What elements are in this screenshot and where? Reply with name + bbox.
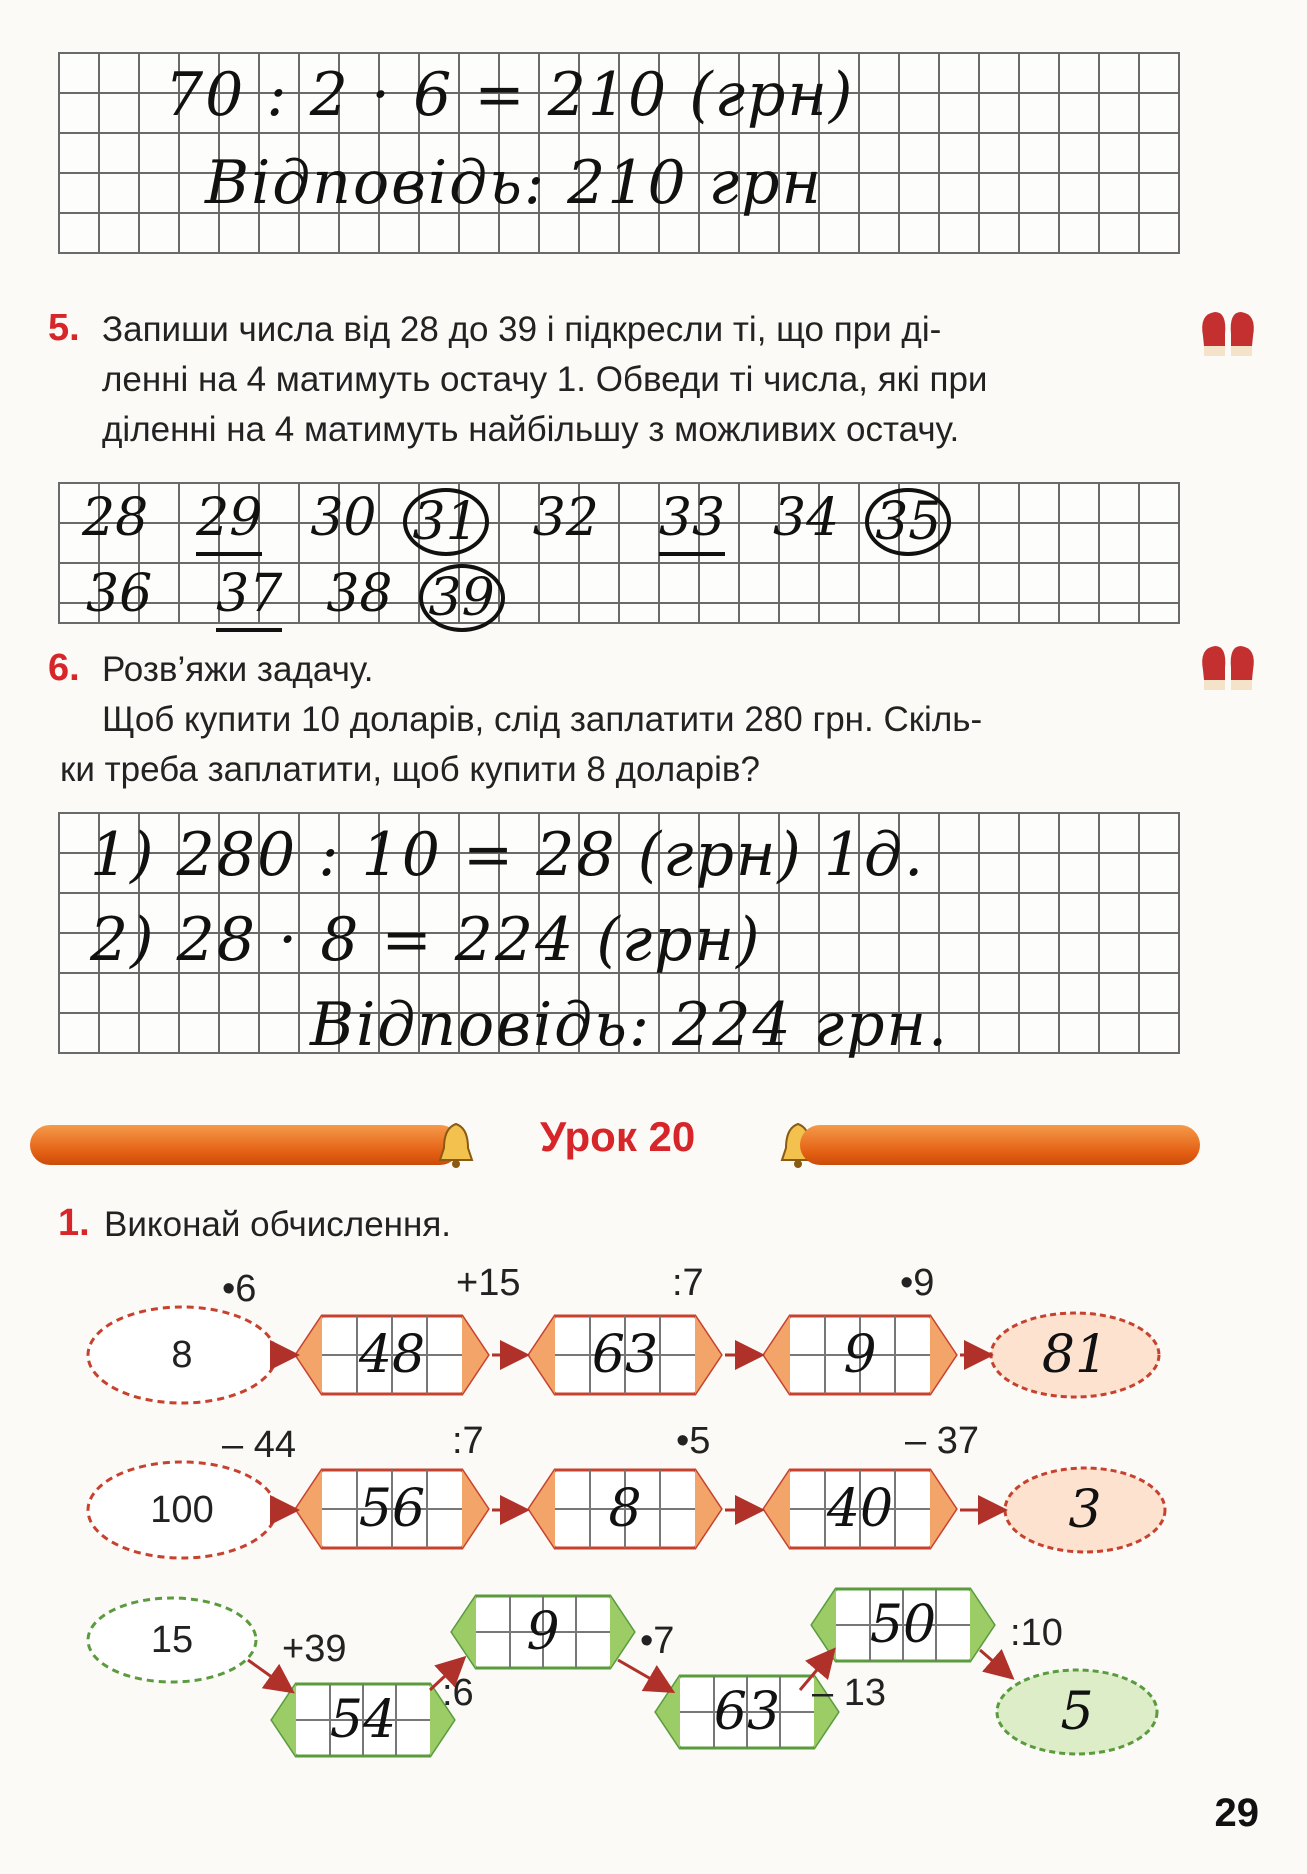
task-6-line: ки треба заплатити, щоб купити 8 доларів? [60,750,760,789]
op-label: – 13 [812,1672,886,1714]
op-label: •9 [900,1262,935,1304]
handwritten-step-2: 2) 28 · 8 = 224 (грн) [90,905,762,975]
number-31-circled: 31 [403,488,489,556]
start-value: 100 [150,1488,214,1531]
answer-50: 50 [869,1595,937,1655]
op-label: +15 [456,1262,521,1304]
number-34: 34 [773,488,840,548]
number-39-circled: 39 [419,564,505,632]
answer-81: 81 [1041,1325,1109,1385]
number-30: 30 [310,488,377,548]
op-label: •7 [640,1620,675,1662]
op-label: •6 [222,1268,257,1310]
number-35-circled: 35 [865,488,951,556]
op-label: :10 [1010,1612,1063,1654]
handwritten-answer: Відповідь: 210 грн [205,148,824,218]
task-6-number: 6. [48,647,80,689]
answer-48: 48 [358,1325,426,1385]
task-6-line: Щоб купити 10 доларів, слід заплатити 280 грн. Скіль- [102,700,983,739]
exercise-1-heading: Виконай обчислення. [104,1205,451,1244]
number-32: 32 [532,488,599,548]
task-5-line: ленні на 4 матимуть остачу 1. Обведи ті числа, які при [102,360,988,399]
number-33-underlined: 33 [659,488,725,556]
answer-63-chain3: 63 [713,1682,781,1742]
page-number: 29 [1214,1791,1259,1835]
answer-56: 56 [358,1479,426,1539]
task-5-line: діленні на 4 матимуть найбільшу з можливих остачу. [102,410,960,449]
number-28: 28 [82,488,149,548]
answer-9-chain3: 9 [526,1602,560,1662]
answer-3: 3 [1068,1480,1102,1540]
answer-63: 63 [591,1325,659,1385]
handwritten-step-1: 1) 280 : 10 = 28 (грн) 1д. [90,820,926,890]
op-label: •5 [676,1420,711,1462]
answer-8: 8 [608,1479,642,1539]
op-label: +39 [282,1628,347,1670]
task-6-heading: Розв’яжи задачу. [102,650,374,689]
answer-9: 9 [843,1325,877,1385]
task-5-line: Запиши числа від 28 до 39 і підкресли ті, що при ді- [102,310,942,349]
number-36: 36 [86,564,153,624]
exercise-1-number: 1. [58,1202,90,1244]
op-label: :7 [452,1420,484,1462]
answer-5: 5 [1060,1682,1094,1742]
op-label: – 37 [905,1420,979,1462]
number-38: 38 [326,564,393,624]
op-label: :7 [672,1262,704,1304]
handwritten-answer-6: Відповідь: 224 грн. [310,990,950,1060]
number-37-underlined: 37 [216,564,282,632]
answer-54: 54 [329,1690,397,1750]
start-value: 8 [171,1333,193,1376]
lesson-title: Урок 20 [540,1113,696,1160]
answer-40: 40 [826,1479,894,1539]
task-5-number: 5. [48,307,80,349]
number-29-underlined: 29 [196,488,262,556]
handwritten-solution-line1: 70 : 2 · 6 = 210 (грн) [165,60,855,130]
op-label: – 44 [222,1424,296,1466]
start-value: 15 [150,1618,194,1661]
op-label: :6 [442,1672,474,1714]
